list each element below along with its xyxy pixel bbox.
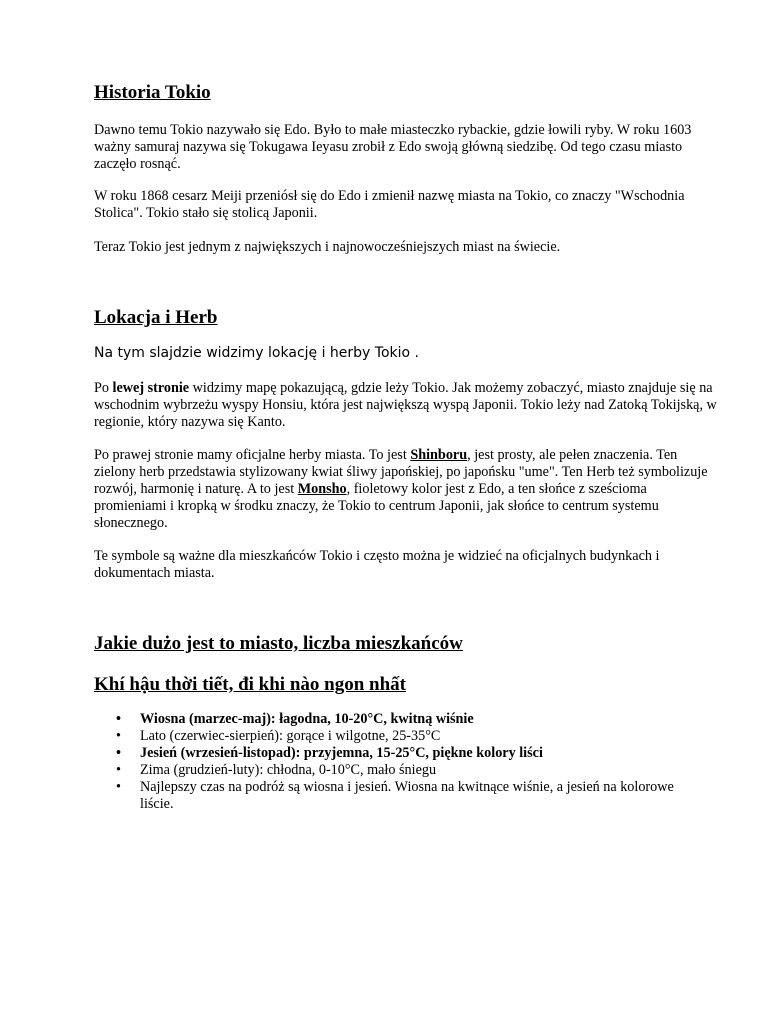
paragraph-emblems [94, 447, 718, 532]
list-item [94, 762, 694, 779]
list-item [94, 711, 694, 728]
bullet-icon: • [116, 728, 121, 744]
text-run: , fioletowy kolor jest z Edo, a ten słońce z sześcioma promieniami i kropką w środku znaczy, że Tokio to centrum Japonii, jak słońce to centrum systemu słonecznego. [94, 481, 659, 531]
heading-population: Jakie dużo jest to miasto, liczba mieszkańców [94, 633, 463, 654]
paragraph-history-2: W roku 1868 cesarz Meiji przeniósł się do Edo i zmienił nazwę miasta na Tokio, co znaczy "Wschodnia Stolica". Tokio stało się stolicą Japonii. [94, 188, 685, 221]
list-item [94, 728, 694, 745]
slide-intro-text: Na tym slajdzie widzimy lokację i herby Tokio . [94, 345, 419, 361]
list-item-text: Najlepszy czas na podróż są wiosna i jesień. Wiosna na kwitnące wiśnie, a jesień na kolorowe liście. [140, 779, 674, 812]
bullet-icon: • [116, 762, 121, 778]
heading-lokacja: Lokacja i Herb [94, 307, 218, 328]
bold-left-side: lewej stronie [112, 380, 190, 396]
list-item-text: Jesień (wrzesień-listopad): przyjemna, 15-25°C, piękne kolory liści [140, 745, 543, 761]
heading-climate: Khí hậu thời tiết, đi khi nào ngon nhất [94, 674, 406, 695]
text-run: widzimy mapę pokazującą, gdzie leży Tokio. Jak możemy zobaczyć, miasto znajduje się na wschodnim wybrzeżu wyspy Honsiu, która jest największą wyspą Japonii. Tokio leży nad Zatoką Tokijską, w regionie, który nazywa się Kanto. [94, 380, 717, 430]
list-item-text: Lato (czerwiec-sierpień): gorące i wilgotne, 25-35°C [140, 728, 441, 744]
term-shinboru: Shinboru [410, 447, 468, 463]
list-item-text: Wiosna (marzec-maj): łagodna, 10-20°C, kwitną wiśnie [140, 711, 474, 727]
text-run: , jest prosty, ale pełen znaczenia. Ten zielony herb przedstawia stylizowany kwiat śliwy japońskiej, po japońsku "ume". Ten Herb też symbolizuje rozwój, harmonię i naturę. A to jest [94, 447, 708, 497]
paragraph-history-3: Teraz Tokio jest jednym z największych i najnowocześniejszych miast na świecie. [94, 239, 561, 255]
bullet-icon: • [116, 711, 121, 727]
term-monsho: Monsho [297, 481, 347, 497]
text-run: Po prawej stronie mamy oficjalne herby miasta. To jest [94, 447, 411, 463]
bullet-icon: • [116, 779, 121, 795]
text-run: Po [94, 380, 113, 396]
paragraph-location [94, 380, 718, 431]
climate-list [94, 711, 694, 813]
list-item [94, 779, 694, 813]
list-item-text: Zima (grudzień-luty): chłodna, 0-10°C, mało śniegu [140, 762, 437, 778]
paragraph-history-1: Dawno temu Tokio nazywało się Edo. Było to małe miasteczko rybackie, gdzie łowili ryby. W roku 1603 ważny samuraj nazywa się Tokugawa Ieyasu zrobił z Edo swoją główną siedzibę. Od tego czasu miasto zaczęło rosnąć. [94, 122, 692, 172]
paragraph-symbols: Te symbole są ważne dla mieszkańców Tokio i często można je widzieć na oficjalnych budynkach i dokumentach miasta. [94, 548, 660, 581]
bullet-icon: • [116, 745, 121, 761]
heading-historia: Historia Tokio [94, 82, 211, 103]
list-item [94, 745, 694, 762]
